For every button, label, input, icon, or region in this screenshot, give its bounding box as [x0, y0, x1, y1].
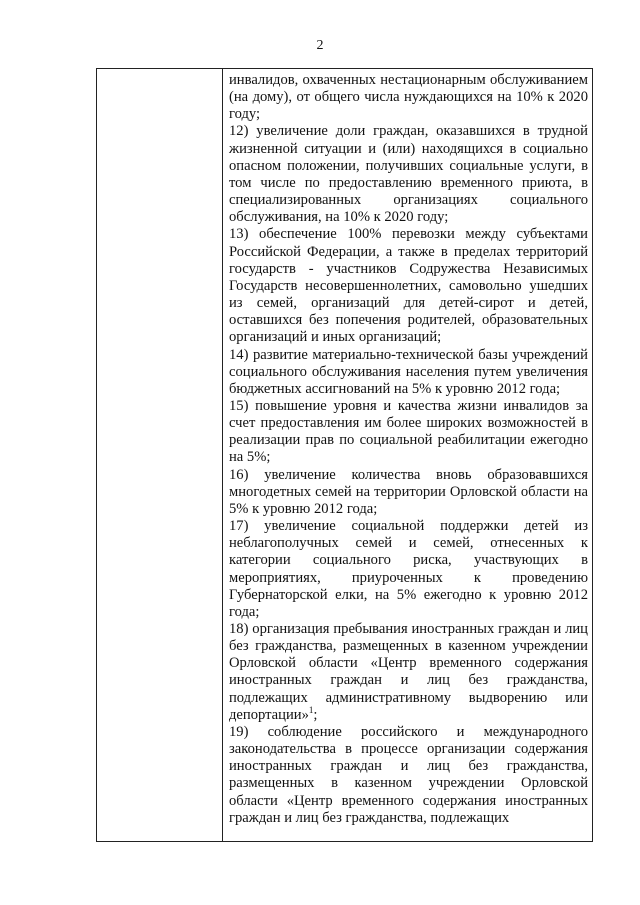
- text-line: [229, 552, 588, 569]
- text-line: [229, 672, 588, 689]
- text-line-content: счет предоставления им более широких возможностей в: [229, 415, 588, 432]
- text-line: [229, 244, 588, 261]
- text-line: [229, 501, 588, 518]
- text-line: [229, 704, 588, 724]
- text-line: [229, 381, 588, 398]
- text-line-content: социального обслуживания населения путем увеличения: [229, 363, 588, 380]
- text-line-content: 13) обеспечение 100% перевозки между субъектами: [229, 226, 588, 243]
- text-line: [229, 123, 588, 140]
- text-line-content: из семей, организаций для детей-сирот и детей,: [229, 295, 588, 312]
- text-line-content: специализированных организациях социального: [229, 192, 588, 209]
- text-line-content: реализации прав по социальной реабилитации ежегодно: [229, 432, 588, 449]
- text-line-content: том числе по предоставлению временного приюта, в: [229, 174, 588, 191]
- text-line: [229, 226, 588, 243]
- text-line-content: на 5%;: [229, 449, 271, 466]
- text-line: [229, 793, 588, 810]
- text-line-content: Губернаторской елки, на 5% ежегодно к уровню 2012: [229, 586, 588, 603]
- text-line: [229, 141, 588, 158]
- text-line-content: подлежащих административному выдворению или: [229, 689, 588, 706]
- text-line-content: 14) развитие материально-технической базы учреждений: [229, 346, 588, 363]
- text-line: [229, 518, 588, 535]
- text-line: [229, 587, 588, 604]
- text-line-content: категории социального риска, участвующих в: [229, 552, 588, 569]
- text-line: [229, 535, 588, 552]
- text-line: [229, 655, 588, 672]
- text-line: [229, 724, 588, 741]
- text-line-content: организаций и иных организаций;: [229, 329, 442, 346]
- text-line-content: Государств несовершеннолетних, самовольно ушедших: [229, 277, 588, 294]
- text-line: [229, 570, 588, 587]
- text-line: [229, 72, 588, 89]
- text-line-content: граждан и лиц без гражданства, подлежащих: [229, 809, 510, 826]
- table-text-cell: [223, 69, 592, 841]
- text-line: [229, 192, 588, 209]
- document-table: [96, 68, 593, 842]
- text-line: [229, 741, 588, 758]
- table-left-cell: [97, 69, 223, 841]
- page-number: 2: [316, 38, 324, 53]
- text-line-content: депортации»: [229, 706, 309, 723]
- text-line-content: оставшихся без попечения родителей, образовательных: [229, 312, 588, 329]
- text-line: [229, 621, 588, 638]
- text-line-content: 17) увеличение социальной поддержки детей из: [229, 518, 588, 535]
- text-line: [229, 106, 588, 123]
- text-line-content: обслуживания, на 10% к 2020 году;: [229, 209, 449, 226]
- text-line-content: году;: [229, 106, 261, 123]
- text-line: [229, 758, 588, 775]
- text-line: [229, 604, 588, 621]
- text-line-content: инвалидов, охваченных нестационарным обслуживанием: [229, 72, 588, 88]
- text-line: [229, 432, 588, 449]
- text-line-content: опасном положении, получивших социальные услуги, в: [229, 157, 588, 174]
- text-line: [229, 398, 588, 415]
- text-line: [229, 810, 588, 827]
- text-line-punctuation: ;: [313, 706, 318, 723]
- text-line: [229, 638, 588, 655]
- text-line: [229, 484, 588, 501]
- text-line-content: года;: [229, 603, 260, 620]
- text-line-content: 5% к уровню 2012 года;: [229, 500, 378, 517]
- footnote-marker: 1: [308, 704, 314, 715]
- text-line: [229, 89, 588, 106]
- text-line-content: 12) увеличение доли граждан, оказавшихся в трудной: [229, 123, 588, 140]
- text-line-content: жизненной ситуации и (или) находящихся в социально: [229, 140, 588, 157]
- text-line: [229, 347, 588, 364]
- text-line: [229, 775, 588, 792]
- text-line-content: размещенных в казенном учреждении Орловской: [229, 775, 588, 792]
- text-line: [229, 312, 588, 329]
- text-line-content: государств - участников Содружества Независимых: [229, 260, 588, 277]
- text-line-content: 19) соблюдение российского и международного: [229, 723, 588, 740]
- text-line: [229, 449, 588, 466]
- text-line-content: бюджетных ассигнований на 5% к уровню 2012 года;: [229, 380, 561, 397]
- text-line: [229, 261, 588, 278]
- text-line: [229, 467, 588, 484]
- text-line-content: Российской Федерации, а также в пределах территорий: [229, 243, 588, 260]
- text-line: [229, 415, 588, 432]
- text-line-content: иностранных граждан и лиц без гражданства,: [229, 758, 588, 775]
- text-line-content: 16) увеличение количества вновь образовавшихся: [229, 466, 588, 483]
- text-line: [229, 158, 588, 175]
- text-line-content: области «Центр временного содержания иностранных: [229, 792, 588, 809]
- text-line: [229, 295, 588, 312]
- text-line-content: иностранных граждан и лиц без гражданства,: [229, 672, 588, 689]
- text-line-content: законодательства в процессе организации содержания: [229, 741, 588, 758]
- text-line-content: (на дому), от общего числа нуждающихся на 10% к 2020: [229, 89, 588, 106]
- text-line-content: 15) повышение уровня и качества жизни инвалидов за: [229, 397, 588, 414]
- text-line: [229, 329, 588, 346]
- text-line: [229, 175, 588, 192]
- text-line-content: многодетных семей на территории Орловской области на: [229, 483, 588, 500]
- text-line: [229, 364, 588, 381]
- text-line-content: Орловской области «Центр временного содержания: [229, 655, 588, 672]
- text-line: [229, 278, 588, 295]
- text-line-content: мероприятиях, приуроченных к проведению: [229, 569, 588, 586]
- text-line: [229, 209, 588, 226]
- text-line-content: без гражданства, размещенных в казенном учреждении: [229, 638, 588, 655]
- text-line-content: 18) организация пребывания иностранных граждан и лиц: [229, 621, 588, 637]
- text-line-content: неблагополучных семей и семей, отнесенных к: [229, 535, 588, 552]
- text-line: [229, 690, 588, 707]
